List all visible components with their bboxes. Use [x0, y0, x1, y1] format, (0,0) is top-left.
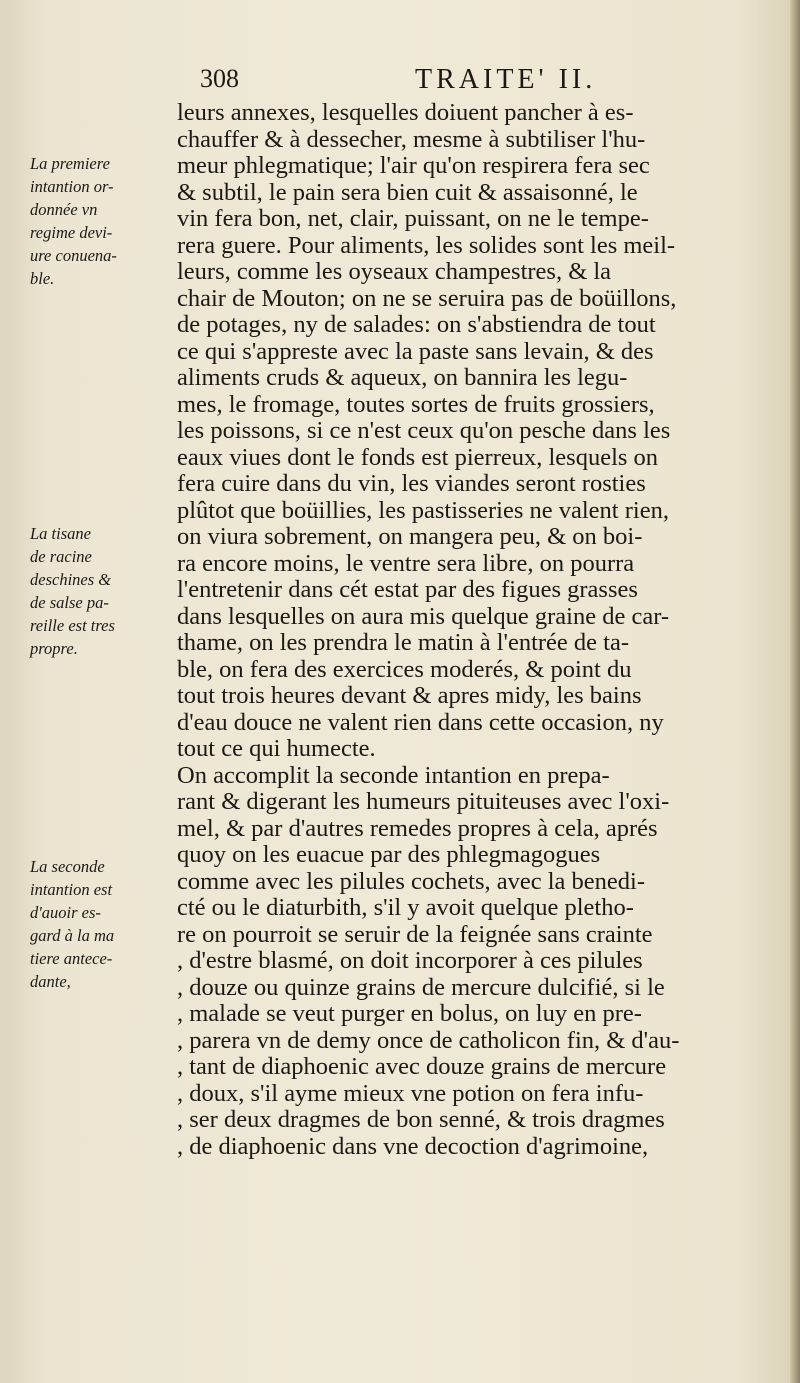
- margin-note-line: dante,: [30, 972, 71, 991]
- text-line: mel, & par d'autres remedes propres à cela, aprés: [177, 815, 658, 842]
- text-line: fera cuire dans du vin, les viandes seront rosties: [177, 471, 646, 497]
- page-header: [200, 64, 760, 100]
- text-line: ra encore moins, le ventre sera libre, on pourra: [177, 550, 635, 577]
- text-line: , malade se veut purger en bolus, on luy en pre-: [177, 1001, 642, 1027]
- text-line: leurs annexes, lesquelles doiuent pancher à es-: [177, 100, 634, 126]
- margin-note-line: ure conuena-: [30, 246, 117, 265]
- text-line: l'entretenir dans cét estat par des figues grasses: [177, 577, 638, 603]
- text-line: plûtot que boüillies, les pastisseries ne valent rien,: [177, 497, 669, 524]
- text-line: les poissons, si ce n'est ceux qu'on pesche dans les: [177, 418, 671, 444]
- text-line: on viura sobrement, on mangera peu, & on boi-: [177, 524, 643, 550]
- margin-note-line: gard à la ma: [30, 926, 115, 945]
- text-line: comme avec les pilules cochets, avec la benedi-: [177, 868, 646, 895]
- text-line: re on pourroit se seruir de la feignée sans crainte: [177, 921, 653, 948]
- text-line: , parera vn de demy once de catholicon fin, & d'au-: [177, 1027, 680, 1054]
- text-line: rera guere. Pour aliments, les solides sont les meil-: [177, 232, 676, 259]
- margin-note-line: de racine: [30, 547, 92, 566]
- margin-note-line: intantion est: [30, 880, 113, 899]
- margin-note-line: ble.: [30, 269, 55, 288]
- text-line: meur phlegmatique; l'air qu'on respirera fera sec: [177, 153, 650, 179]
- text-line: chauffer & à dessecher, mesme à subtiliser l'hu-: [177, 126, 646, 153]
- text-line: ble, on fera des exercices moderés, & point du: [177, 656, 632, 683]
- text-line: , doux, s'il ayme mieux vne potion on fera infu-: [177, 1080, 644, 1107]
- text-line: leurs, comme les oyseaux champestres, & la: [177, 259, 612, 285]
- text-line: dans lesquelles on aura mis quelque graine de car-: [177, 603, 670, 630]
- text-line: mes, le fromage, toutes sortes de fruits grossiers,: [177, 391, 655, 418]
- text-line: tout trois heures devant & apres midy, les bains: [177, 683, 642, 709]
- body-text: [177, 100, 769, 1160]
- text-line: ce qui s'appreste avec la paste sans levain, & des: [177, 338, 654, 365]
- text-line: quoy on les euacue par des phlegmagogues: [177, 842, 601, 868]
- page-edge-shadow: [790, 0, 800, 1383]
- text-line: & subtil, le pain sera bien cuit & assaisonné, le: [177, 179, 638, 206]
- margin-note-tisane: [30, 522, 180, 660]
- text-line: On accomplit la seconde intantion en prepa-: [177, 762, 610, 789]
- margin-note-line: donnée vn: [30, 200, 98, 219]
- margin-note-line: intantion or-: [30, 177, 114, 196]
- margin-note-line: reille est tres: [30, 616, 115, 635]
- margin-note-line: tiere antece-: [30, 949, 113, 968]
- text-line: cté ou le diaturbith, s'il y avoit quelque pletho-: [177, 895, 634, 921]
- text-line: thame, on les prendra le matin à l'entrée de ta-: [177, 630, 630, 656]
- text-line: aliments cruds & aqueux, on bannira les legu-: [177, 365, 628, 391]
- margin-note-first-intention: [30, 152, 180, 290]
- text-line: , d'estre blasmé, on doit incorporer à ces pilules: [177, 948, 643, 974]
- text-line: d'eau douce ne valent rien dans cette occasion, ny: [177, 709, 664, 736]
- text-line: eaux viues dont le fonds est pierreux, lesquels on: [177, 444, 659, 471]
- text-line: tout ce qui humecte.: [177, 736, 376, 762]
- margin-note-line: propre.: [30, 639, 78, 658]
- text-line: de potages, ny de salades: on s'abstiendra de tout: [177, 312, 656, 338]
- text-line: , douze ou quinze grains de mercure dulcifié, si le: [177, 974, 665, 1001]
- running-title: TRAITE' II.: [415, 64, 597, 95]
- text-line: , de diaphoenic dans vne decoction d'agrimoine,: [177, 1133, 649, 1160]
- margin-note-line: La seconde: [30, 857, 105, 876]
- margin-note-second-intention: [30, 855, 180, 993]
- text-line: , ser deux dragmes de bon senné, & trois dragmes: [177, 1107, 665, 1133]
- text-line: , tant de diaphoenic avec douze grains de mercure: [177, 1054, 667, 1080]
- margin-note-line: La tisane: [30, 524, 91, 543]
- margin-note-line: de salse pa-: [30, 593, 109, 612]
- margin-note-line: deschines &: [30, 570, 112, 589]
- text-line: rant & digerant les humeurs pituiteuses avec l'oxi-: [177, 789, 670, 815]
- page-number: 308: [200, 64, 239, 93]
- margin-note-line: regime devi-: [30, 223, 113, 242]
- margin-note-line: La premiere: [30, 154, 110, 173]
- margin-note-line: d'auoir es-: [30, 903, 101, 922]
- text-line: chair de Mouton; on ne se seruira pas de boüillons,: [177, 285, 677, 312]
- text-line: vin fera bon, net, clair, puissant, on ne le tempe-: [177, 206, 649, 232]
